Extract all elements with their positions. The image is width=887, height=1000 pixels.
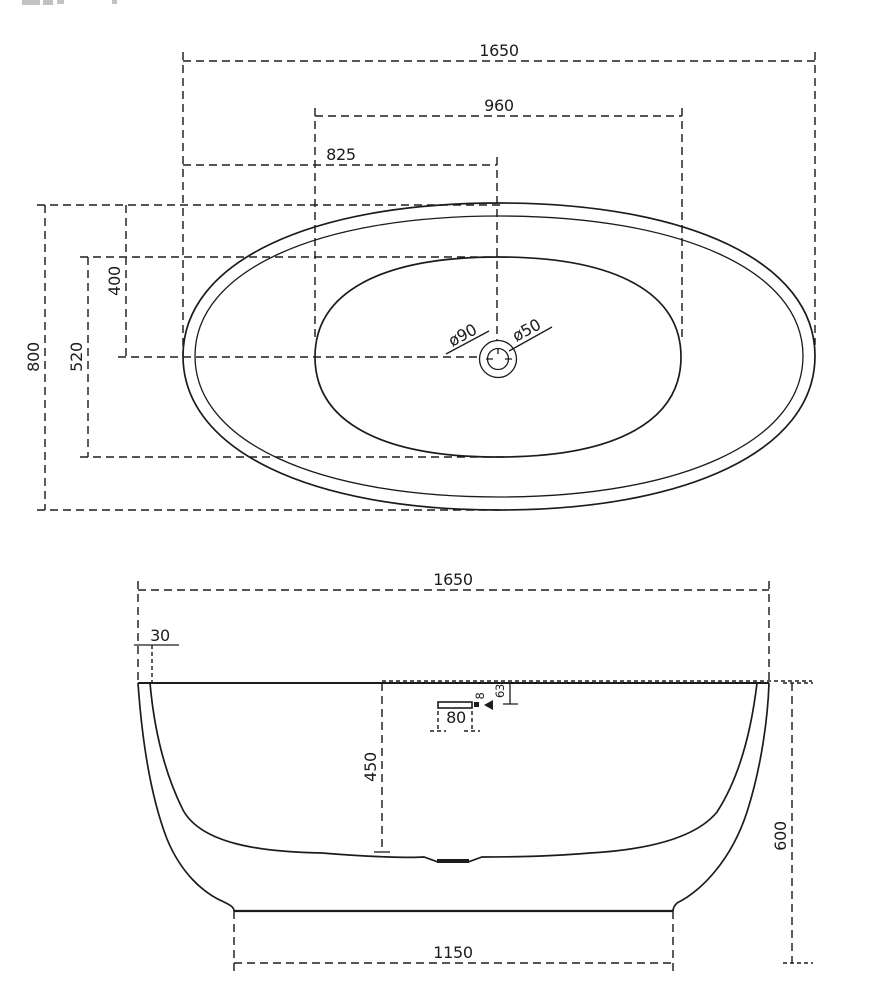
- dim-label-overflow-width: 80: [446, 708, 466, 727]
- cropped-artifact: [22, 0, 40, 5]
- front-view: [134, 570, 813, 972]
- outer-wall-right: [673, 683, 769, 911]
- dim-mark-overflow-height: [474, 702, 479, 707]
- dim-label-base-length: 1150: [433, 943, 473, 962]
- cropped-artifact: [57, 0, 64, 4]
- drain-recess: [437, 859, 469, 863]
- tub-inner-rim-outline: [195, 216, 803, 497]
- dim-label-front-overall-length: 1650: [433, 570, 473, 589]
- top-view: [24, 41, 815, 510]
- dim-label-rim-thickness: 30: [150, 626, 170, 645]
- inner-wall-right: [590, 683, 757, 853]
- cropped-artifact-marks: [22, 0, 117, 5]
- dim-label-top-overall-length: 1650: [479, 41, 519, 60]
- dim-label-drain-outer-diameter: ø90: [445, 319, 480, 351]
- dim-label-inner-depth: 450: [361, 752, 380, 782]
- cropped-artifact: [43, 0, 53, 5]
- dim-label-drain-from-left: 825: [326, 145, 356, 164]
- dim-label-overflow-height: 8: [473, 692, 487, 700]
- dim-label-overall-height: 600: [771, 821, 790, 851]
- cropped-artifact: [112, 0, 117, 4]
- dim-label-drain-waste-diameter: ø50: [509, 314, 544, 346]
- dim-label-overflow-offset: 63: [493, 683, 507, 699]
- dim-label-overall-width: 800: [24, 342, 43, 372]
- dim-label-basin-length: 960: [484, 96, 514, 115]
- dim-arrow-overflow-height: [484, 700, 493, 710]
- inner-wall-left: [150, 683, 322, 853]
- dim-label-basin-width: 520: [67, 342, 86, 372]
- dim-label-drain-from-top: 400: [105, 266, 124, 296]
- outer-wall-left: [138, 683, 234, 911]
